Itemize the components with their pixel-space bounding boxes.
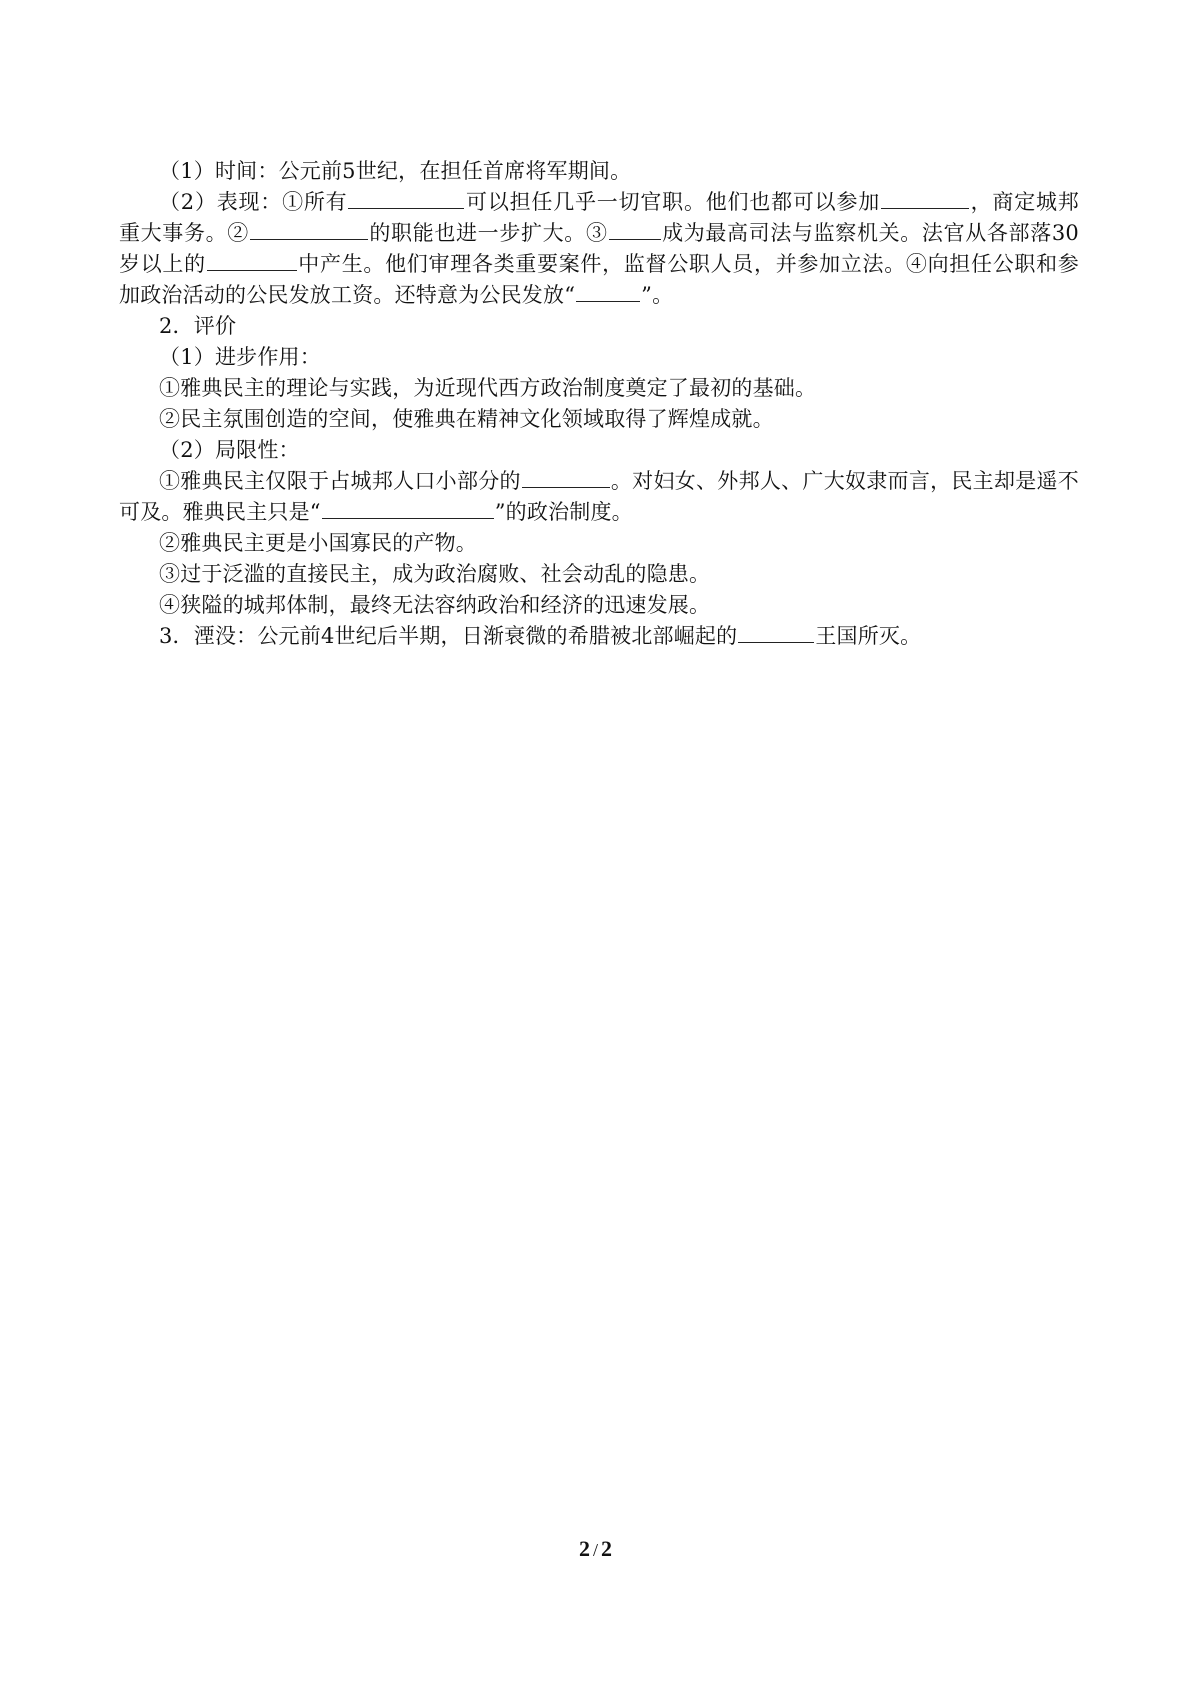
text-segment: 的职能也进一步扩大。③ — [368, 221, 608, 245]
text-segment: 王国所灭。 — [815, 624, 922, 648]
fill-blank[interactable] — [609, 218, 661, 240]
fill-blank[interactable] — [522, 466, 610, 488]
subheading-text: （2）局限性： — [159, 438, 300, 462]
paragraph-progress-1 — [119, 373, 1079, 404]
text-segment: ”。 — [641, 283, 674, 307]
text-segment: 。对妇女、外邦人、广大奴隶而言，民主却是遥不可及。雅典民主只是“ — [119, 469, 1079, 524]
subheading-text: （1）进步作用： — [159, 345, 321, 369]
subheading-progress — [119, 342, 1079, 373]
list-item: ③过于泛滥的直接民主，成为政治腐败、社会动乱的隐患。 — [159, 562, 711, 586]
fill-blank[interactable] — [881, 187, 969, 209]
list-item: ④狭隘的城邦体制，最终无法容纳政治和经济的迅速发展。 — [159, 593, 711, 617]
fill-blank[interactable] — [738, 621, 814, 643]
text-time: （1）时间：公元前5世纪，在担任首席将军期间。 — [159, 159, 632, 183]
paragraph-limitation-3 — [119, 559, 1079, 590]
text-segment: ①雅典民主仅限于占城邦人口小部分的 — [159, 469, 521, 493]
paragraph-limitation-1 — [119, 466, 1079, 528]
text-segment: （2）表现：①所有 — [159, 190, 348, 214]
page-number — [0, 1536, 1191, 1562]
fill-blank[interactable] — [348, 187, 464, 209]
text-segment: ”的政治制度。 — [494, 500, 633, 524]
paragraph-progress-2 — [119, 404, 1079, 435]
text-segment: 成为最高司法与监察机关。法官从各部落30岁以上的 — [119, 221, 1079, 276]
fill-blank[interactable] — [576, 280, 640, 302]
document-body — [119, 156, 1079, 652]
fill-blank[interactable] — [250, 218, 368, 240]
paragraph-time — [119, 156, 1079, 187]
paragraph-manifestation — [119, 187, 1079, 311]
fill-blank[interactable] — [322, 497, 494, 519]
list-item: ①雅典民主的理论与实践，为近现代西方政治制度奠定了最初的基础。 — [159, 376, 817, 400]
fill-blank[interactable] — [207, 249, 297, 271]
page-current: 2 — [578, 1536, 590, 1561]
paragraph-limitation-4 — [119, 590, 1079, 621]
text-segment: 中产生。他们审理各类重要案件，监督公职人员，并参加立法。④向担任公职和参加政治活动的公民发放工资。还特意为公民发放“ — [119, 252, 1079, 307]
subheading-limitations — [119, 435, 1079, 466]
heading-evaluation — [119, 311, 1079, 342]
page-total: 2 — [601, 1536, 612, 1561]
text-segment: 3．湮没：公元前4世纪后半期，日渐衰微的希腊被北部崛起的 — [159, 624, 738, 648]
page-separator: / — [592, 1540, 598, 1560]
list-item: ②民主氛围创造的空间，使雅典在精神文化领域取得了辉煌成就。 — [159, 407, 774, 431]
paragraph-limitation-2 — [119, 528, 1079, 559]
text-segment: 可以担任几乎一切官职。他们也都可以参加 — [465, 190, 881, 214]
section-heading: 2．评价 — [159, 314, 237, 338]
text-segment: ，商定城邦重大事务。② — [119, 190, 1079, 245]
list-item: ②雅典民主更是小国寡民的产物。 — [159, 531, 477, 555]
paragraph-decline — [119, 621, 1079, 652]
